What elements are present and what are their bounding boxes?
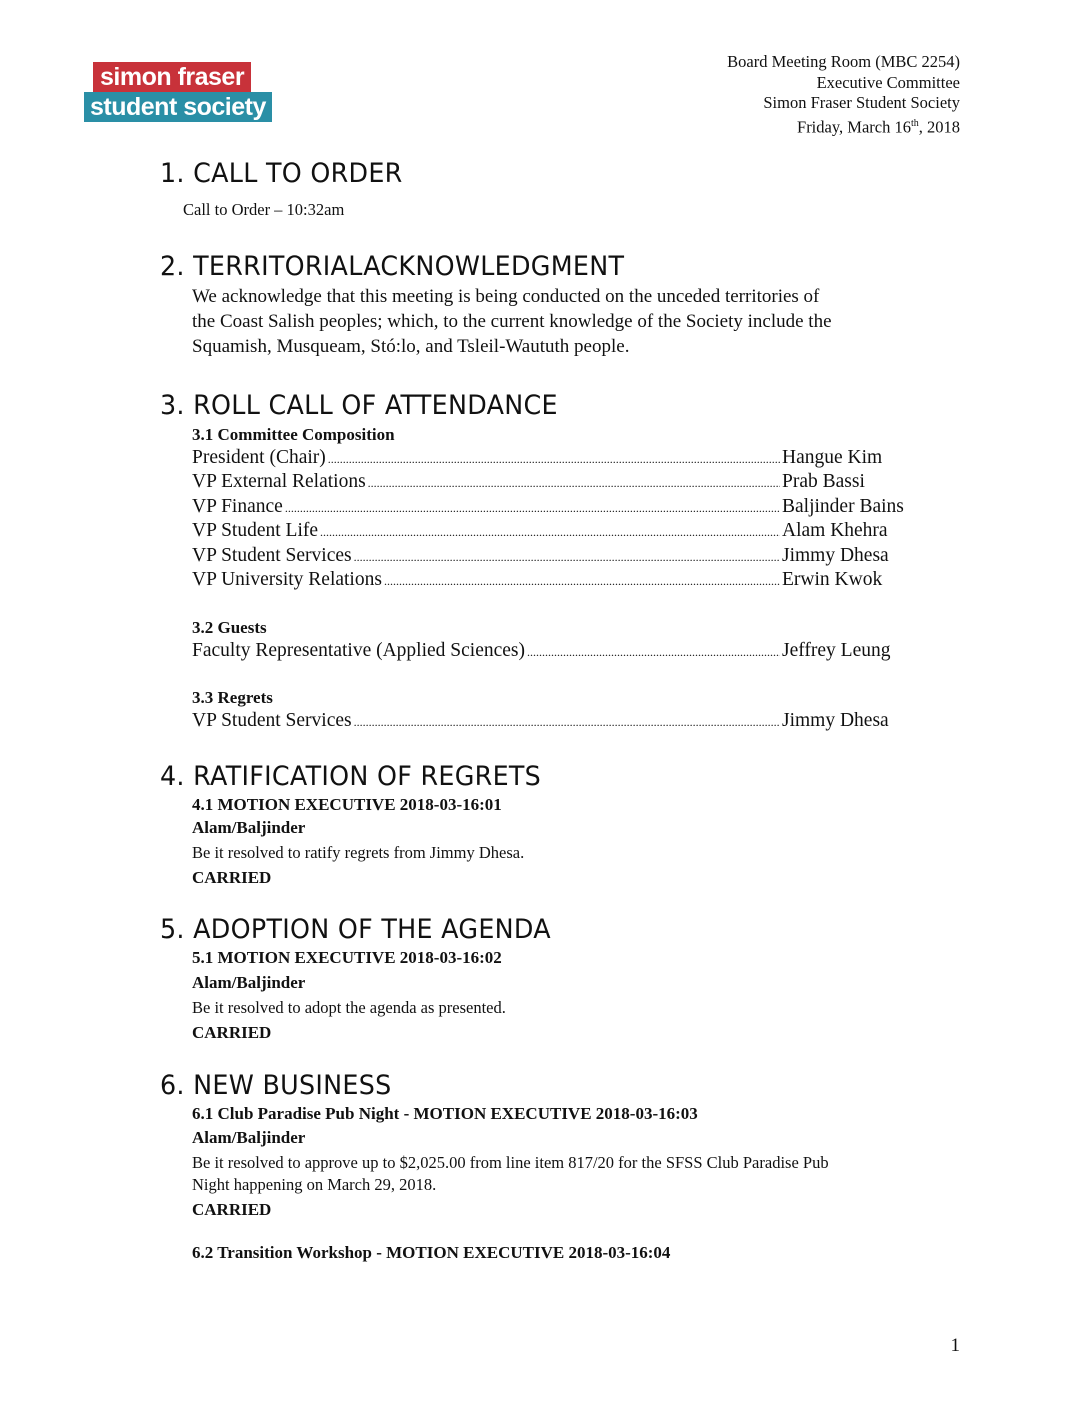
call-to-order-time: Call to Order – 10:32am	[183, 200, 345, 219]
role-label: President (Chair)	[192, 447, 326, 468]
motion-6-1-text-line-1: Be it resolved to approve up to $2,025.00 from line item 817/20 for the SFSS Club Paradise Pub	[192, 1153, 829, 1172]
date-ordinal: th	[910, 117, 919, 129]
motion-5-1: 5.1 MOTION EXECUTIVE 2018-03-16:02	[192, 948, 502, 967]
motion-6-1-text-line-2: Night happening on March 29, 2018.	[192, 1175, 437, 1194]
committee-name: Executive Committee	[816, 72, 960, 92]
attendance-row	[192, 568, 906, 592]
member-name: Jimmy Dhesa	[782, 710, 889, 731]
leader-dots	[354, 710, 780, 734]
member-name: Alam Khehra	[782, 520, 888, 541]
member-name: Jeffrey Leung	[782, 640, 891, 661]
meeting-room: Board Meeting Room (MBC 2254)	[727, 52, 960, 71]
leader-dots	[368, 471, 780, 495]
role-label: VP Student Services	[192, 545, 352, 566]
section-1-title: 1. CALL TO ORDER	[160, 158, 403, 189]
motion-6-1-result: CARRIED	[192, 1200, 272, 1219]
acknowledgment-line-1: We acknowledge that this meeting is being conducted on the unceded territories of	[192, 286, 820, 307]
role-label: VP Student Services	[192, 710, 352, 731]
role-label: Faculty Representative (Applied Sciences)	[192, 640, 526, 661]
member-name: Erwin Kwok	[782, 569, 883, 590]
section-6-title: 6. NEW BUSINESS	[160, 1070, 392, 1101]
role-label: VP Student Life	[192, 520, 319, 541]
regrets-heading: 3.3 Regrets	[192, 688, 273, 707]
section-2-title: 2. TERRITORIALACKNOWLEDGMENT	[160, 251, 625, 282]
regrets-row	[192, 709, 906, 733]
acknowledgment-line-2: the Coast Salish peoples; which, to the current knowledge of the Society include the	[192, 311, 832, 332]
motion-4-1: 4.1 MOTION EXECUTIVE 2018-03-16:01	[192, 795, 502, 814]
member-name: Prab Bassi	[782, 471, 865, 492]
attendance-row	[192, 519, 906, 543]
role-label: VP University Relations	[192, 569, 382, 590]
guests-heading: 3.2 Guests	[192, 618, 267, 637]
leader-dots	[527, 640, 780, 664]
leader-dots	[285, 496, 780, 520]
member-name: Hangue Kim	[782, 447, 883, 468]
member-name: Baljinder Bains	[782, 496, 904, 517]
section-5-title: 5. ADOPTION OF THE AGENDA	[160, 914, 551, 945]
attendance-row	[192, 470, 906, 494]
section-3-title: 3. ROLL CALL OF ATTENDANCE	[160, 390, 558, 421]
motion-5-1-movers: Alam/Baljinder	[192, 973, 306, 992]
role-label: VP Finance	[192, 496, 283, 517]
leader-dots	[384, 569, 780, 593]
date-main: Friday, March 16	[797, 117, 911, 136]
leader-dots	[328, 447, 780, 471]
committee-composition-heading: 3.1 Committee Composition	[192, 425, 395, 444]
motion-4-1-movers: Alam/Baljinder	[192, 818, 306, 837]
motion-5-1-text: Be it resolved to adopt the agenda as presented.	[192, 998, 506, 1017]
acknowledgment-line-3: Squamish, Musqueam, Stó:lo, and Tsleil-Waututh people.	[192, 336, 630, 357]
motion-4-1-text: Be it resolved to ratify regrets from Jimmy Dhesa.	[192, 843, 525, 862]
leader-dots	[320, 520, 780, 544]
society-name: Simon Fraser Student Society	[763, 93, 960, 112]
motion-5-1-result: CARRIED	[192, 1023, 272, 1042]
motion-6-2: 6.2 Transition Workshop - MOTION EXECUTIVE 2018-03-16:04	[192, 1243, 671, 1262]
motion-6-1-movers: Alam/Baljinder	[192, 1128, 306, 1147]
attendance-row	[192, 495, 906, 519]
page-number: 1	[950, 1335, 960, 1356]
date-year: , 2018	[918, 117, 960, 136]
attendance-row	[192, 544, 906, 568]
role-label: VP External Relations	[192, 471, 366, 492]
motion-4-1-result: CARRIED	[192, 868, 272, 887]
logo-line-2: student society	[84, 92, 272, 122]
guest-row	[192, 639, 906, 663]
motion-6-1: 6.1 Club Paradise Pub Night - MOTION EXECUTIVE 2018-03-16:03	[192, 1104, 698, 1123]
section-4-title: 4. RATIFICATION OF REGRETS	[160, 761, 542, 792]
attendance-row	[192, 446, 906, 470]
member-name: Jimmy Dhesa	[782, 545, 889, 566]
logo-line-1: simon fraser	[93, 62, 251, 92]
leader-dots	[354, 545, 780, 569]
